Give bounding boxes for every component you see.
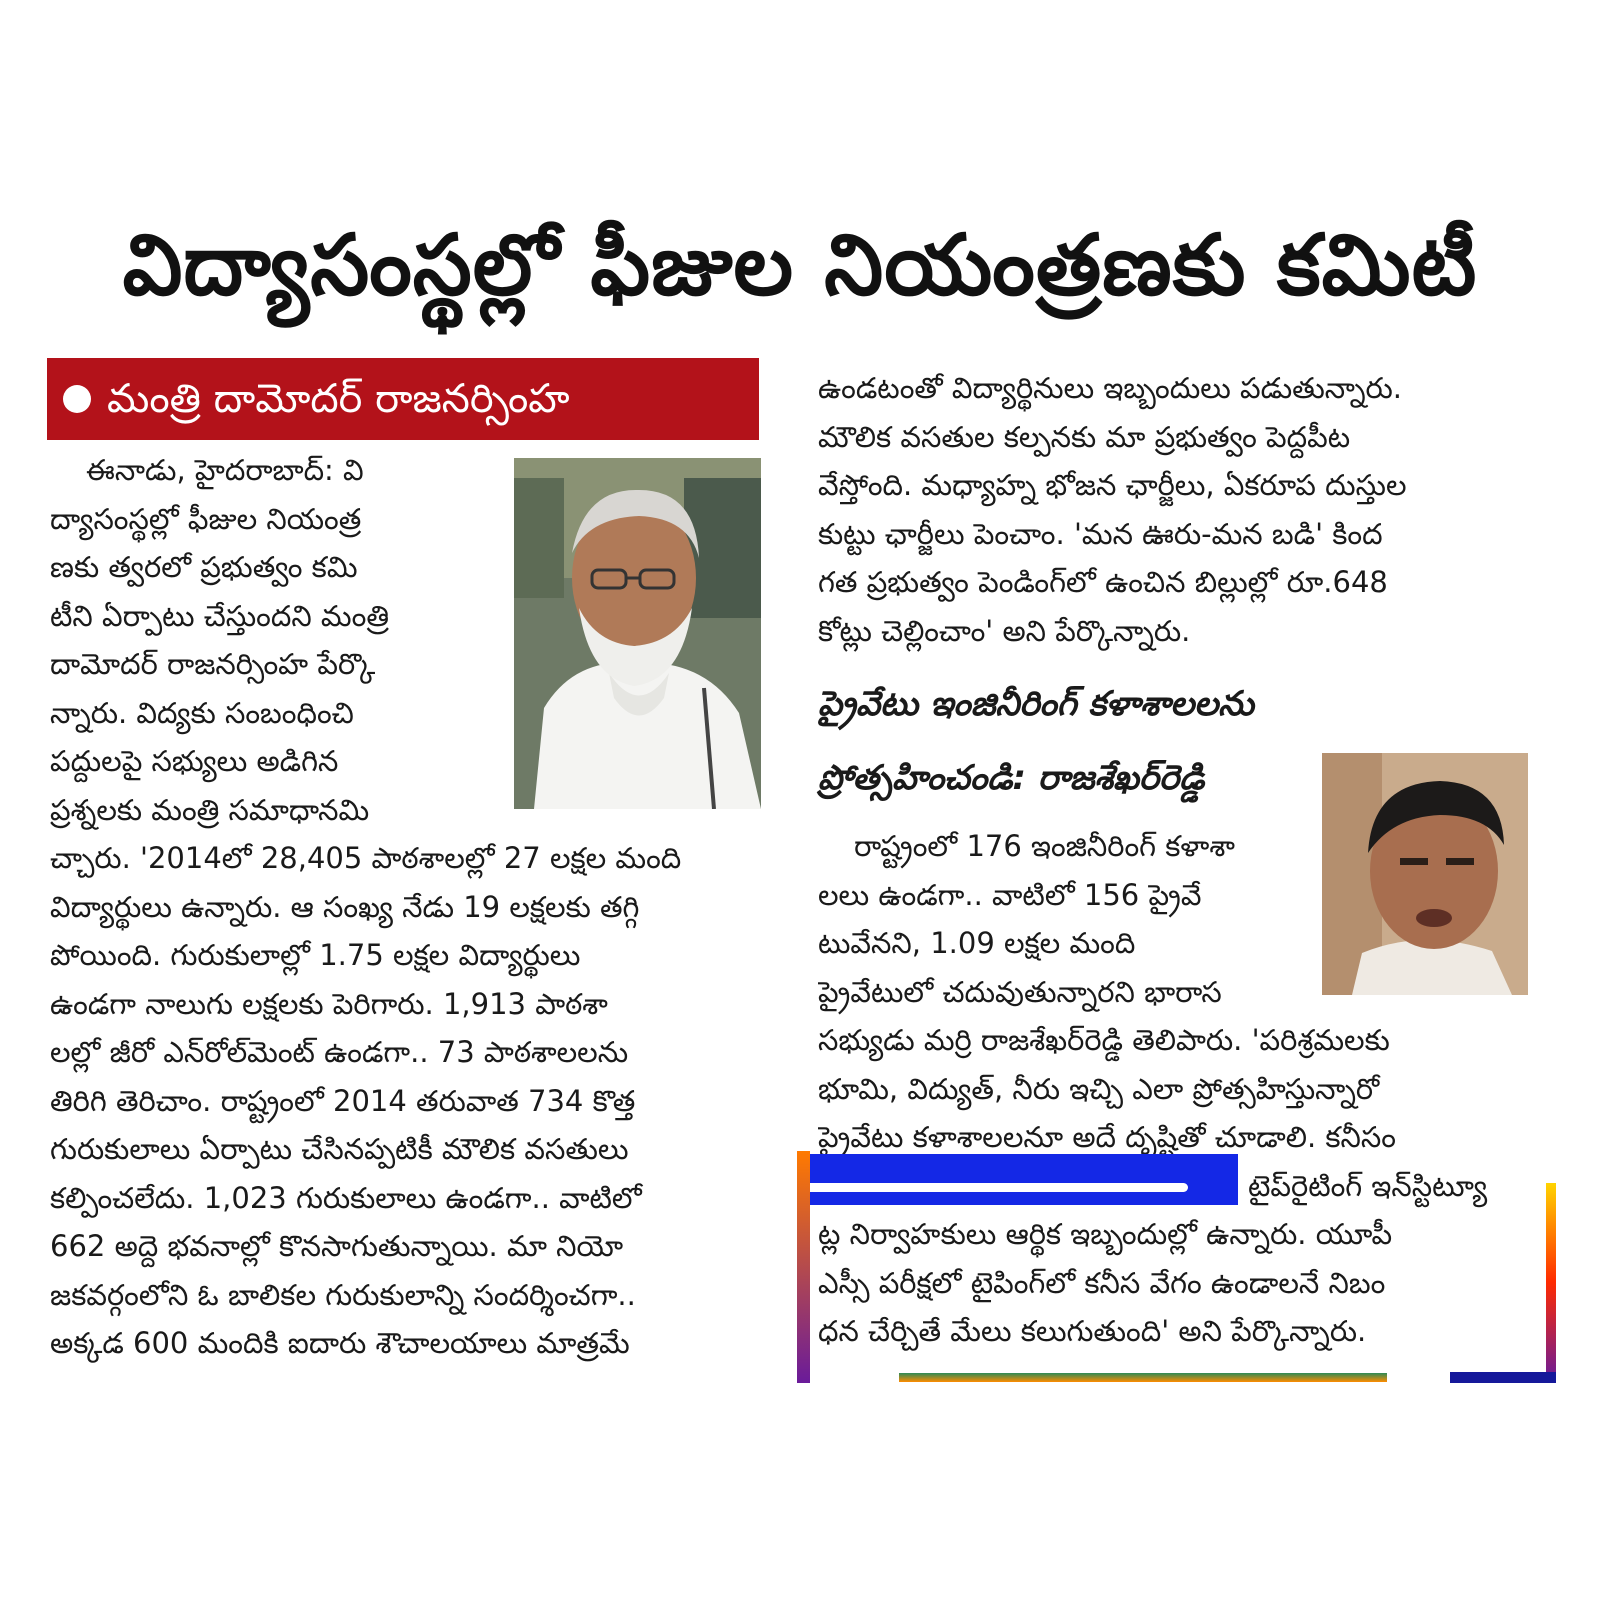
frame-edge-bottom xyxy=(899,1373,1387,1382)
text-line: ద్యాసంస్థల్లో ఫీజుల నియంత్ర xyxy=(50,501,362,536)
right-article-intro xyxy=(818,822,1274,1016)
kicker-text: మంత్రి దామోదర్ రాజనర్సింహ xyxy=(107,376,570,422)
text-line: లలు ఉండగా.. వాటిలో 156 ప్రైవే xyxy=(818,877,1202,912)
text-line: ణకు త్వరలో ప్రభుత్వం కమి xyxy=(50,550,358,584)
right-article-end xyxy=(818,1210,1530,1356)
text-line: కుట్టు ఛార్జీలు పెంచాం. 'మన ఊరు-మన బడి' కింద xyxy=(818,516,1383,551)
text-line: కోట్లు చెల్లించాం' అని పేర్కొన్నారు. xyxy=(818,613,1191,648)
text-line: టైప్‌రైటింగ్ ఇన్‌స్టిట్యూ xyxy=(1248,1169,1488,1203)
right-article-continuation xyxy=(818,364,1530,655)
text-line: అక్కడ 600 మందికి ఐదారు శౌచాలయాలు మాత్రమే xyxy=(50,1326,630,1360)
frame-edge-right xyxy=(1546,1183,1556,1381)
right-article-body xyxy=(818,1016,1530,1162)
text-line: జకవర్గంలోని ఓ బాలికల గురుకులాన్ని సందర్శించగా.. xyxy=(50,1277,636,1312)
text-line: లల్లో జీరో ఎన్‌రోల్‌మెంట్ ఉండగా.. 73 పాఠశాలలను xyxy=(50,1035,629,1069)
text-line: సభ్యుడు మర్రి రాజశేఖర్‌రెడ్డి తెలిపారు. 'పరిశ్రమలకు xyxy=(818,1023,1390,1057)
text-line: వేస్తోంది. మధ్యాహ్న భోజన ఛార్జీలు, ఏకరూప దుస్తుల xyxy=(818,468,1407,502)
bullet-icon xyxy=(63,385,91,413)
text-line: ప్రైవేటులో చదువుతున్నారని భారాస xyxy=(818,974,1222,1009)
subhead-line-1: ప్రైవేటు ఇంజినీరింగ్ కళాశాలలను xyxy=(818,684,1254,724)
text-line: భూమి, విద్యుత్, నీరు ఇచ్చి ఎలా ప్రోత్సహిస్తున్నారో xyxy=(818,1071,1380,1106)
text-line: ఉండటంతో విద్యార్థినులు ఇబ్బందులు పడుతున్నారు. xyxy=(818,371,1402,405)
text-line: ప్రశ్నలకు మంత్రి సమాధానమి xyxy=(50,792,370,827)
text-line: ఎస్సీ పరీక్షలో టైపింగ్‌లో కనీస వేగం ఉండాలనే నిబం xyxy=(818,1265,1386,1300)
text-line: పోయింది. గురుకులాల్లో 1.75 లక్షల విద్యార్థులు xyxy=(50,938,581,972)
text-line: టువేనని, 1.09 లక్షల మంది xyxy=(818,926,1136,960)
right-article-partial xyxy=(1248,1162,1530,1211)
text-line: రాష్ట్రంలో 176 ఇంజినీరింగ్ కళాశా xyxy=(854,829,1235,863)
text-line: ధన చేర్చితే మేలు కలుగుతుంది' అని పేర్కొన్నారు. xyxy=(818,1314,1367,1348)
text-line: చ్చారు. '2014లో 28,405 పాఠశాలల్లో 27 లక్షల మంది xyxy=(50,841,682,875)
subhead-line-2: ప్రోత్సహించండి: రాజశేఖర్‌రెడ్డి xyxy=(818,758,1205,798)
text-line: గత ప్రభుత్వం పెండింగ్‌లో ఉంచిన బిల్లుల్లో రూ.648 xyxy=(818,565,1388,599)
text-line: విద్యార్థులు ఉన్నారు. ఆ సంఖ్య నేడు 19 లక్షలకు తగ్గి xyxy=(50,889,640,924)
left-article-intro xyxy=(50,446,465,834)
text-line: గురుకులాలు ఏర్పాటు చేసినప్పటికీ మౌలిక వసతులు xyxy=(50,1132,629,1166)
left-article-body xyxy=(50,834,762,1368)
text-line: మౌలిక వసతుల కల్పనకు మా ప్రభుత్వం పెద్దపీట xyxy=(818,419,1351,454)
text-line: దామోదర్ రాజనర్సింహ పేర్కొ xyxy=(50,647,376,681)
frame-edge-left xyxy=(797,1151,810,1383)
text-line: ఉండగా నాలుగు లక్షలకు పెరిగారు. 1,913 పాఠశా xyxy=(50,986,608,1021)
text-line: ప్రైవేటు కళాశాలలనూ అదే దృష్టితో చూడాలి. కనీసం xyxy=(818,1120,1396,1154)
minister-photo xyxy=(514,458,761,809)
text-line: టీని ఏర్పాటు చేస్తుందని మంత్రి xyxy=(50,598,389,633)
redaction-block xyxy=(810,1154,1238,1205)
text-line: కల్పించలేదు. 1,023 గురుకులాలు ఉండగా.. వాటిలో xyxy=(50,1180,642,1215)
kicker-banner xyxy=(47,358,759,440)
frame-corner xyxy=(1450,1372,1556,1383)
text-line: తిరిగి తెరిచాం. రాష్ట్రంలో 2014 తరువాత 734 కొత్త xyxy=(50,1083,636,1118)
text-line: ట్ల నిర్వాహకులు ఆర్థిక ఇబ్బందుల్లో ఉన్నారు. యూపీ xyxy=(818,1217,1393,1251)
text-line: 662 అద్దె భవనాల్లో కొనసాగుతున్నాయి. మా నియో xyxy=(50,1229,624,1263)
headline: విద్యాసంస్థల్లో ఫీజుల నియంత్రణకు కమిటీ xyxy=(122,216,1478,314)
text-line: పద్దులపై సభ్యులు అడిగిన xyxy=(50,744,339,778)
text-line: న్నారు. విద్యకు సంబంధించి xyxy=(50,695,354,730)
text-line: ఈనాడు, హైదరాబాద్: వి xyxy=(86,453,364,487)
mla-photo xyxy=(1322,753,1528,995)
redaction-stripe xyxy=(810,1183,1188,1192)
